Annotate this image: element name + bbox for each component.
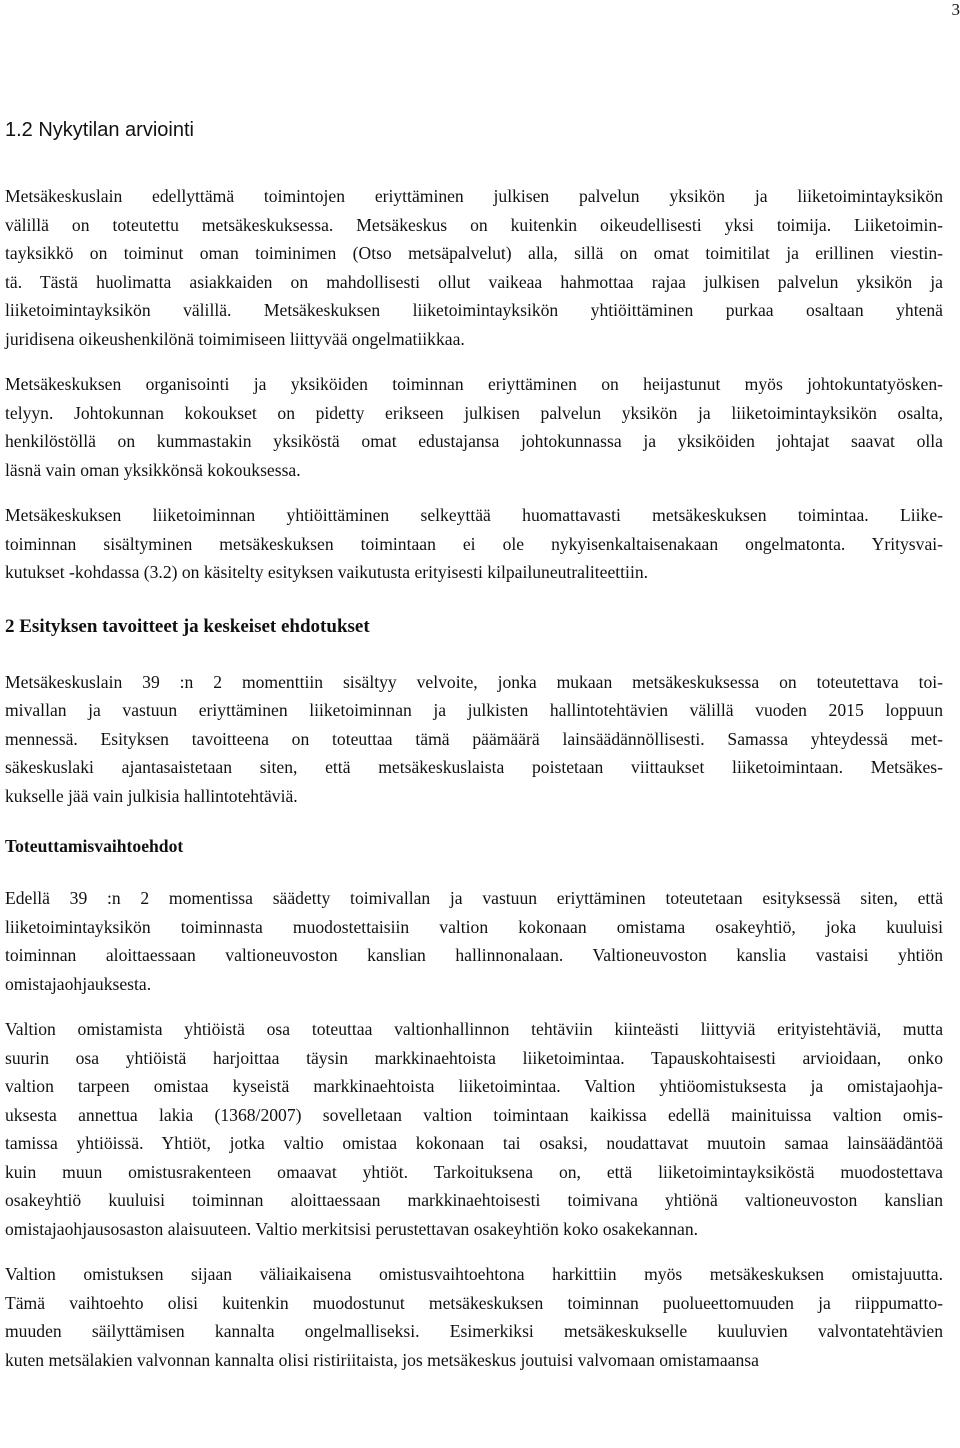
text-line: tamissa yhtiöissä. Yhtiöt, jotka valtio omistaa kokonaan tai osaksi, noudattavat muutoin samaa lainsäädäntöä [5, 1133, 943, 1153]
text-line: juridisena oikeushenkilönä toimimiseen liittyvää ongelmatiikkaa. [5, 328, 465, 349]
text-line: toiminnan sisältyminen metsäkeskuksen toimintaan ei ole nykyisenkaltaisenakaan ongelmatonta. Yritysvai- [5, 533, 943, 554]
text-line: toiminnan aloittaessaan valtioneuvoston kanslian hallinnonalaan. Valtioneuvoston kanslia vastaisi yhtiön [5, 945, 943, 965]
text-line: Tämä vaihtoehto olisi kuitenkin muodostunut metsäkeskuksen toiminnan puolueettomuuden ja riippumatto- [5, 1292, 943, 1313]
text-line: Metsäkeskuksen liiketoiminnan yhtiöittäminen selkeyttää huomattavasti metsäkeskuksen toimintaa. Liike- [5, 505, 943, 525]
text-line: mivallan ja vastuun eriyttäminen liiketoiminnan ja julkisten hallintotehtävien välillä vuoden 2015 loppuun [5, 700, 943, 720]
text-line: henkilöstöllä on kummastakin yksiköstä omat edustajansa johtokunnassa ja yksiköiden johtajat saavat olla [5, 431, 943, 451]
text-line: liiketoimintayksikön toiminnasta muodostettaisiin valtion kokonaan omistama osakeyhtiö, joka kuuluisi [5, 916, 943, 937]
text-line: kukselle jää vain julkisia hallintotehtäviä. [5, 785, 298, 806]
text-line: säkeskuslaki ajantasaistetaan siten, että metsäkeskuslaista poistetaan viittaukset liiketoimintaan. Metsäkes- [5, 757, 943, 777]
subheading: Toteuttamisvaihtoehdot [5, 836, 184, 856]
text-line: välillä on toteutettu metsäkeskuksessa. Metsäkeskus on kuitenkin oikeudellisesti yksi toimija. Liiketoimin- [5, 214, 943, 235]
text-line: omistajaohjauksesta. [5, 973, 152, 994]
text-line: liiketoimintayksikön välillä. Metsäkeskuksen liiketoimintayksikön yhtiöittäminen purkaa osaltaan yhtenä [5, 300, 943, 320]
text-line: tayksikkö on toiminut oman toiminimen (Otso metsäpalvelut) alla, sillä on omat toimitilat ja erillinen viestin- [5, 243, 943, 263]
paragraph [5, 668, 943, 811]
text-line: Edellä 39 :n 2 momentissa säädetty toimivallan ja vastuun eriyttäminen toteutetaan esityksessä siten, että [5, 888, 943, 908]
section-heading-1-2: 1.2 Nykytilan arviointi [5, 119, 194, 141]
text-line: suurin osa yhtiöistä harjoittaa täysin markkinaehtoista liiketoimintaa. Tapauskohtaisesti arvioidaan, onko [5, 1047, 943, 1068]
paragraph [5, 884, 943, 998]
text-line: Metsäkeskuslain edellyttämä toimintojen eriyttäminen julkisen palvelun yksikön ja liiketoimintayksikön [5, 186, 943, 206]
text-line: omistajaohjausosaston alaisuuteen. Valtio merkitsisi perustettavan osakeyhtiön koko osakekannan. [5, 1218, 699, 1239]
text-line: Metsäkeskuksen organisointi ja yksiköiden toiminnan eriyttäminen on heijastunut myös johtokuntatyösken- [5, 374, 943, 394]
text-line: uksesta annettua lakia (1368/2007) sovelletaan valtion toimintaan kaikissa edellä mainituissa valtion omis- [5, 1104, 943, 1125]
text-line: osakeyhtiö kuuluisi toiminnan aloittaessaan markkinaehtoisesti toimivana yhtiönä valtioneuvoston kanslian [5, 1190, 943, 1210]
text-line: kuten metsälakien valvonnan kannalta olisi ristiriitaista, jos metsäkeskus joutuisi valvomaan omistamaansa [5, 1349, 759, 1370]
paragraph [5, 1260, 943, 1374]
text-line: telyyn. Johtokunnan kokoukset on pidetty erikseen julkisen palvelun yksikön ja liiketoimintayksikön osalta, [5, 402, 943, 423]
paragraph [5, 1015, 943, 1243]
text-line: valtion tarpeen omistaa kyseistä markkinaehtoista liiketoimintaa. Valtion yhtiöomistuksesta ja omistajaohja- [5, 1076, 943, 1096]
section-heading-2: 2 Esityksen tavoitteet ja keskeiset ehdotukset [5, 615, 370, 637]
text-line: muuden säilyttämisen kannalta ongelmalliseksi. Esimerkiksi metsäkeskukselle kuuluvien valvontatehtävien [5, 1321, 943, 1341]
paragraph [5, 370, 943, 484]
text-line: Valtion omistamista yhtiöistä osa toteuttaa valtionhallinnon tehtäviin kiinteästi liittyviä erityistehtäviä, mutta [5, 1019, 943, 1039]
text-line: Metsäkeskuslain 39 :n 2 momenttiin sisältyy velvoite, jonka mukaan metsäkeskuksessa on toteutettava toi- [5, 671, 943, 692]
document-body [5, 118, 943, 1374]
text-line: mennessä. Esityksen tavoitteena on toteuttaa tämä päämäärä lainsäädännöllisesti. Samassa yhteydessä met- [5, 728, 943, 749]
page-number: 3 [951, 0, 960, 19]
paragraph [5, 501, 943, 587]
text-line: Valtion omistuksen sijaan väliaikaisena omistusvaihtoehtona harkittiin myös metsäkeskuksen omistajuutta. [5, 1264, 943, 1284]
text-line: kutukset -kohdassa (3.2) on käsitelty esityksen vaikutusta erityisesti kilpailuneutraliteettiin. [5, 562, 649, 582]
text-line: kuin muun omistusrakenteen omaavat yhtiöt. Tarkoituksena on, että liiketoimintayksiköstä muodostettava [5, 1161, 943, 1182]
text-line: tä. Tästä huolimatta asiakkaiden on mahdollisesti ollut vaikeaa hahmottaa rajaa julkisen palvelun yksikön ja [5, 271, 943, 292]
paragraph [5, 182, 943, 353]
text-line: läsnä vain oman yksikkönsä kokouksessa. [5, 459, 301, 480]
